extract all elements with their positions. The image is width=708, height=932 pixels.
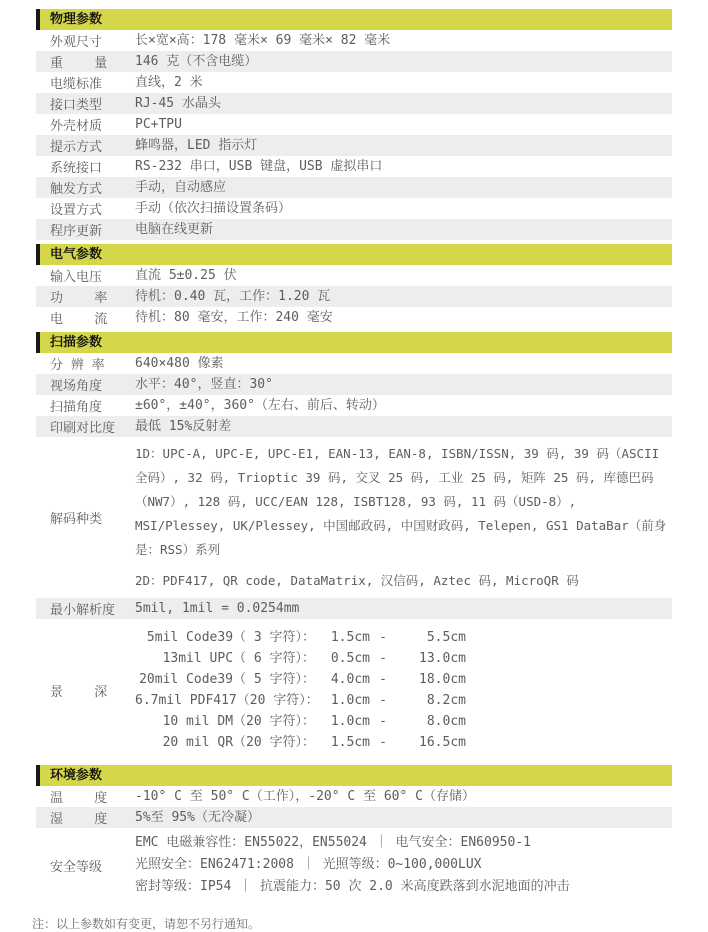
row-label: 分 辨 率 xyxy=(50,358,105,373)
section-title: 环境参数 xyxy=(50,768,103,783)
dof-line xyxy=(135,690,672,711)
row-value: 直线，2 米 xyxy=(135,75,203,90)
spec-table xyxy=(36,9,672,902)
dof-from: 1.0cm xyxy=(330,693,370,708)
row-label: 电缆标准 xyxy=(50,77,103,92)
row-value: 待机：0.40 瓦，工作：1.20 瓦 xyxy=(135,289,331,304)
dof-from: 1.0cm xyxy=(330,714,370,729)
dof-line xyxy=(135,648,672,669)
row-value: ±60°，±40°，360°（左右、前后、转动） xyxy=(135,398,385,413)
row-value xyxy=(135,619,672,761)
row-value: 146 克（不含电缆） xyxy=(135,54,258,69)
section-header-scanning xyxy=(36,332,672,353)
row-label: 设置方式 xyxy=(50,203,103,218)
table-row xyxy=(36,219,672,240)
safety-line: 密封等级：IP54 ｜ 抗震能力：50 次 2.0 米高度跌落到水泥地面的冲击 xyxy=(135,879,570,894)
table-row xyxy=(36,198,672,219)
table-row xyxy=(36,286,672,307)
row-label: 程序更新 xyxy=(50,224,103,239)
row-label: 湿 度 xyxy=(50,812,108,827)
row-value: 5%至 95%（无冷凝） xyxy=(135,810,260,825)
row-value xyxy=(135,437,672,598)
table-row xyxy=(36,72,672,93)
row-value: 蜂鸣器，LED 指示灯 xyxy=(135,138,258,153)
dof-to: 13.0cm xyxy=(419,651,466,666)
table-row xyxy=(36,30,672,51)
row-value: -10° C 至 50° C（工作），-20° C 至 60° C（存储） xyxy=(135,789,475,804)
section-header-environment xyxy=(36,765,672,786)
dof-from: 1.5cm xyxy=(330,630,370,645)
row-value: 5mil, 1mil = 0.0254mm xyxy=(135,601,300,616)
table-row xyxy=(36,51,672,72)
row-value xyxy=(135,828,672,902)
section-title: 扫描参数 xyxy=(50,335,103,350)
row-label: 视场角度 xyxy=(50,379,103,394)
row-value: RJ-45 水晶头 xyxy=(135,96,221,111)
dof-to: 8.0cm xyxy=(426,714,466,729)
table-row xyxy=(36,807,672,828)
row-value: 待机：80 毫安，工作：240 毫安 xyxy=(135,310,333,325)
row-label: 提示方式 xyxy=(50,140,103,155)
dof-dash: - xyxy=(379,630,387,645)
dof-code: 20 mil QR（20 字符）： xyxy=(162,735,315,750)
table-row xyxy=(36,416,672,437)
row-label: 印刷对比度 xyxy=(50,421,116,436)
dof-line xyxy=(135,627,672,648)
row-label: 电 流 xyxy=(50,312,108,327)
row-value: 水平：40°，竖直：30° xyxy=(135,377,273,392)
table-row xyxy=(36,265,672,286)
dof-from: 1.5cm xyxy=(330,735,370,750)
dof-dash: - xyxy=(379,693,387,708)
table-row xyxy=(36,598,672,619)
dof-to: 5.5cm xyxy=(426,630,466,645)
dof-code: 6.7mil PDF417（20 字符）： xyxy=(135,693,319,708)
row-value: RS-232 串口，USB 键盘，USB 虚拟串口 xyxy=(135,159,383,174)
dof-code: 13mil UPC（ 6 字符）： xyxy=(162,651,315,666)
table-row xyxy=(36,353,672,374)
decode-2d-list: 2D：PDF417, QR code, DataMatrix, 汉信码, Aztec 码, MicroQR 码 xyxy=(135,573,579,588)
dof-code: 5mil Code39（ 3 字符）： xyxy=(146,630,315,645)
dof-code: 10 mil DM（20 字符）： xyxy=(162,714,315,729)
row-label: 温 度 xyxy=(50,791,108,806)
dof-line xyxy=(135,669,672,690)
row-label: 解码种类 xyxy=(50,512,103,527)
dof-to: 16.5cm xyxy=(419,735,466,750)
table-row xyxy=(36,177,672,198)
spec-page xyxy=(0,9,708,931)
section-title: 物理参数 xyxy=(50,12,103,27)
dof-dash: - xyxy=(379,735,387,750)
row-label: 接口类型 xyxy=(50,98,103,113)
row-label: 系统接口 xyxy=(50,161,103,176)
row-label: 输入电压 xyxy=(50,270,103,285)
row-value: 直流 5±0.25 伏 xyxy=(135,268,237,283)
table-row xyxy=(36,395,672,416)
row-value: 电脑在线更新 xyxy=(135,222,214,237)
row-value: 手动（依次扫描设置条码） xyxy=(135,201,292,216)
section-header-physical xyxy=(36,9,672,30)
footer-note: 注：以上参数如有变更，请恕不另行通知。 xyxy=(32,917,261,931)
table-row-safety-rating xyxy=(36,828,672,902)
dof-line xyxy=(135,732,672,753)
table-row xyxy=(36,307,672,328)
table-row-decode-types xyxy=(36,437,672,598)
table-row xyxy=(36,786,672,807)
dof-from: 4.0cm xyxy=(330,672,370,687)
table-row xyxy=(36,374,672,395)
row-label: 景 深 xyxy=(50,684,108,700)
safety-line: EMC 电磁兼容性：EN55022，EN55024 ｜ 电气安全：EN60950-1 xyxy=(135,835,531,850)
row-label: 触发方式 xyxy=(50,182,103,197)
dof-code: 20mil Code39（ 5 字符）： xyxy=(139,672,315,687)
table-row xyxy=(36,114,672,135)
dof-from: 0.5cm xyxy=(330,651,370,666)
dof-line xyxy=(135,711,672,732)
decode-1d-list: 1D：UPC-A, UPC-E, UPC-E1, EAN-13, EAN-8, ISBN/ISSN, 39 码, 39 码（ASCII 全码）, 32 码, Trioptic 39 码, 交叉 25 码, 工业 25 码, 矩阵 25 码, 库德巴码（NW7）, 128 码, UCC/EAN 128, ISBT128, 93 码, 11 码（USD-8）, MSI/Plessey, UK/Plessey, 中国邮政码, 中国财政码, Telepen, GS1 DataBar（前身是：RSS）系列 xyxy=(135,446,667,557)
section-header-electrical xyxy=(36,244,672,265)
section-title: 电气参数 xyxy=(50,247,103,262)
dof-dash: - xyxy=(379,651,387,666)
table-row-depth-of-field xyxy=(36,619,672,761)
row-value: PC+TPU xyxy=(135,117,182,132)
row-value: 640×480 像素 xyxy=(135,356,224,371)
row-label: 重 量 xyxy=(50,56,108,71)
row-label: 最小解析度 xyxy=(50,603,116,618)
dof-to: 18.0cm xyxy=(419,672,466,687)
table-row xyxy=(36,135,672,156)
row-label: 功 率 xyxy=(50,291,108,306)
row-label: 外观尺寸 xyxy=(50,35,103,50)
table-row xyxy=(36,156,672,177)
table-row xyxy=(36,93,672,114)
row-label: 安全等级 xyxy=(50,859,103,875)
dof-dash: - xyxy=(379,714,387,729)
row-value: 长×宽×高：178 毫米× 69 毫米× 82 毫米 xyxy=(135,33,391,48)
row-label: 外壳材质 xyxy=(50,119,103,134)
dof-to: 8.2cm xyxy=(426,693,466,708)
row-value: 手动，自动感应 xyxy=(135,180,227,195)
safety-line: 光照安全：EN62471:2008 ｜ 光照等级：0~100,000LUX xyxy=(135,857,482,872)
dof-dash: - xyxy=(379,672,387,687)
row-value: 最低 15%反射差 xyxy=(135,419,232,434)
row-label: 扫描角度 xyxy=(50,400,103,415)
